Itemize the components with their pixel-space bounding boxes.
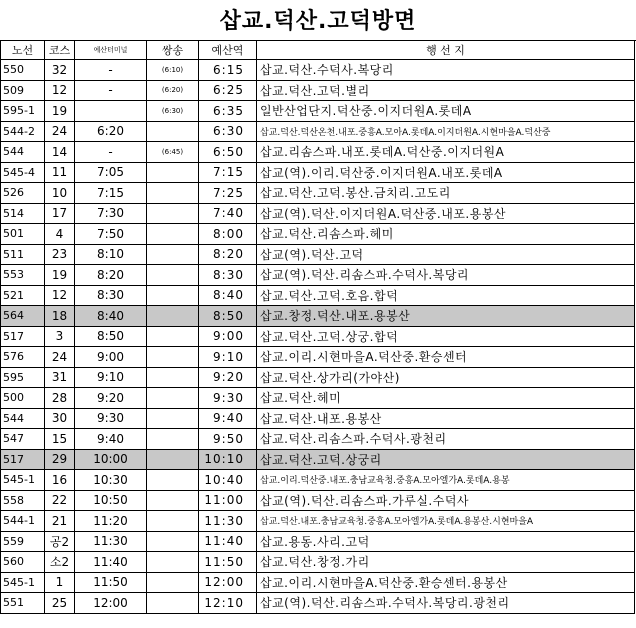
cell-yesan: 11:50 bbox=[199, 552, 257, 573]
cell-course: 32 bbox=[45, 60, 75, 81]
cell-terminal: 7:30 bbox=[75, 203, 147, 224]
cell-route: 545-4 bbox=[1, 162, 45, 183]
header-terminal: 예산터미널 bbox=[75, 41, 147, 60]
cell-yesan: 6:15 bbox=[199, 60, 257, 81]
cell-terminal: 8:20 bbox=[75, 265, 147, 286]
cell-terminal: 7:05 bbox=[75, 162, 147, 183]
table-row bbox=[1, 142, 635, 163]
table-row bbox=[1, 306, 635, 327]
cell-terminal: 9:30 bbox=[75, 408, 147, 429]
cell-yesan: 8:00 bbox=[199, 224, 257, 245]
cell-terminal: - bbox=[75, 142, 147, 163]
cell-ssang bbox=[147, 121, 199, 142]
table-row bbox=[1, 572, 635, 593]
cell-ssang bbox=[147, 183, 199, 204]
table-row bbox=[1, 408, 635, 429]
cell-terminal: 9:40 bbox=[75, 429, 147, 450]
cell-route: 509 bbox=[1, 80, 45, 101]
cell-dest: 삽교(역).덕산.리솜스파.수덕사.복당리.광천리 bbox=[257, 593, 635, 614]
cell-route: 545-1 bbox=[1, 572, 45, 593]
cell-dest: 삽교.덕산.고덕.봉산.금치리.고도리 bbox=[257, 183, 635, 204]
table-row bbox=[1, 244, 635, 265]
cell-route: 553 bbox=[1, 265, 45, 286]
cell-ssang bbox=[147, 490, 199, 511]
table-row bbox=[1, 470, 635, 491]
cell-terminal: 8:10 bbox=[75, 244, 147, 265]
cell-course: 19 bbox=[45, 101, 75, 122]
cell-terminal: 9:00 bbox=[75, 347, 147, 368]
cell-yesan: 11:40 bbox=[199, 531, 257, 552]
cell-course: 1 bbox=[45, 572, 75, 593]
cell-terminal: 8:40 bbox=[75, 306, 147, 327]
cell-course: 18 bbox=[45, 306, 75, 327]
cell-route: 576 bbox=[1, 347, 45, 368]
cell-yesan: 9:40 bbox=[199, 408, 257, 429]
cell-terminal: 6:20 bbox=[75, 121, 147, 142]
cell-route: 500 bbox=[1, 388, 45, 409]
cell-dest: 삽교.덕산.상가리(가야산) bbox=[257, 367, 635, 388]
cell-route: 551 bbox=[1, 593, 45, 614]
cell-ssang bbox=[147, 572, 199, 593]
table-row bbox=[1, 388, 635, 409]
cell-route: 558 bbox=[1, 490, 45, 511]
cell-route: 564 bbox=[1, 306, 45, 327]
cell-course: 24 bbox=[45, 121, 75, 142]
cell-yesan: 7:25 bbox=[199, 183, 257, 204]
cell-terminal: 10:30 bbox=[75, 470, 147, 491]
cell-course: 3 bbox=[45, 326, 75, 347]
cell-ssang bbox=[147, 531, 199, 552]
cell-dest: 삽교(역).이리.덕산중.이지더원A.내포.롯데A bbox=[257, 162, 635, 183]
cell-ssang bbox=[147, 326, 199, 347]
header-row bbox=[1, 41, 635, 60]
cell-course: 11 bbox=[45, 162, 75, 183]
cell-course: 28 bbox=[45, 388, 75, 409]
cell-route: 544 bbox=[1, 142, 45, 163]
cell-course: 공2 bbox=[45, 531, 75, 552]
table-row bbox=[1, 183, 635, 204]
cell-dest: 삽교.이리.덕산중.내포.충남교육청.중흥A.모아엘가A.롯데A.용봉 bbox=[257, 470, 635, 491]
cell-terminal: 9:20 bbox=[75, 388, 147, 409]
cell-yesan: 12:00 bbox=[199, 572, 257, 593]
cell-ssang bbox=[147, 244, 199, 265]
cell-ssang: (6:30) bbox=[147, 101, 199, 122]
cell-route: 517 bbox=[1, 449, 45, 470]
cell-course: 12 bbox=[45, 80, 75, 101]
cell-route: 526 bbox=[1, 183, 45, 204]
cell-yesan: 6:35 bbox=[199, 101, 257, 122]
cell-course: 21 bbox=[45, 511, 75, 532]
table-row bbox=[1, 101, 635, 122]
cell-yesan: 8:20 bbox=[199, 244, 257, 265]
cell-yesan: 6:25 bbox=[199, 80, 257, 101]
header-dest: 행 선 지 bbox=[257, 41, 635, 60]
cell-yesan: 11:00 bbox=[199, 490, 257, 511]
cell-ssang: (6:20) bbox=[147, 80, 199, 101]
cell-dest: 삽교.덕산.내포.용봉산 bbox=[257, 408, 635, 429]
cell-route: 511 bbox=[1, 244, 45, 265]
cell-course: 29 bbox=[45, 449, 75, 470]
cell-yesan: 9:30 bbox=[199, 388, 257, 409]
cell-yesan: 9:50 bbox=[199, 429, 257, 450]
table-row bbox=[1, 60, 635, 81]
cell-course: 22 bbox=[45, 490, 75, 511]
cell-yesan: 12:10 bbox=[199, 593, 257, 614]
cell-dest: 삽교(역).덕산.리솜스파.가루실.수덕사 bbox=[257, 490, 635, 511]
cell-ssang bbox=[147, 470, 199, 491]
header-ssang: 쌍송 bbox=[147, 41, 199, 60]
cell-ssang bbox=[147, 408, 199, 429]
table-row bbox=[1, 162, 635, 183]
cell-route: 544 bbox=[1, 408, 45, 429]
header-course: 코스 bbox=[45, 41, 75, 60]
cell-dest: 삽교.이리.시현마을A.덕산중.환승센터.용봉산 bbox=[257, 572, 635, 593]
cell-ssang bbox=[147, 203, 199, 224]
cell-terminal: 11:50 bbox=[75, 572, 147, 593]
cell-dest: 일반산업단지.덕산중.이지더원A.롯데A bbox=[257, 101, 635, 122]
table-row bbox=[1, 80, 635, 101]
cell-route: 559 bbox=[1, 531, 45, 552]
cell-dest: 삽교.창정.덕산.내포.용봉산 bbox=[257, 306, 635, 327]
cell-yesan: 8:50 bbox=[199, 306, 257, 327]
cell-dest: 삽교(역).덕산.리솜스파.수덕사.복당리 bbox=[257, 265, 635, 286]
cell-ssang bbox=[147, 367, 199, 388]
cell-yesan: 6:50 bbox=[199, 142, 257, 163]
cell-ssang bbox=[147, 429, 199, 450]
cell-terminal bbox=[75, 101, 147, 122]
cell-course: 31 bbox=[45, 367, 75, 388]
cell-course: 14 bbox=[45, 142, 75, 163]
cell-dest: 삽교.덕산.헤미 bbox=[257, 388, 635, 409]
cell-dest: 삽교.덕산.고덕.별리 bbox=[257, 80, 635, 101]
cell-terminal: 11:20 bbox=[75, 511, 147, 532]
cell-dest: 삽교.덕산.고덕.호음.합덕 bbox=[257, 285, 635, 306]
cell-yesan: 9:00 bbox=[199, 326, 257, 347]
cell-route: 501 bbox=[1, 224, 45, 245]
cell-route: 517 bbox=[1, 326, 45, 347]
cell-dest: 삽교.덕산.고덕.상궁.합덕 bbox=[257, 326, 635, 347]
cell-route: 560 bbox=[1, 552, 45, 573]
cell-route: 544-1 bbox=[1, 511, 45, 532]
cell-terminal: 10:00 bbox=[75, 449, 147, 470]
cell-yesan: 8:30 bbox=[199, 265, 257, 286]
cell-terminal: - bbox=[75, 80, 147, 101]
cell-route: 595-1 bbox=[1, 101, 45, 122]
header-yesan: 예산역 bbox=[199, 41, 257, 60]
cell-course: 19 bbox=[45, 265, 75, 286]
cell-route: 545-1 bbox=[1, 470, 45, 491]
cell-dest: 삽교.덕산.내포.충남교육청.중흥A.모아엘가A.롯데A.용봉산.시현마을A bbox=[257, 511, 635, 532]
cell-dest: 삽교.덕산.창정.가리 bbox=[257, 552, 635, 573]
cell-ssang bbox=[147, 511, 199, 532]
cell-course: 25 bbox=[45, 593, 75, 614]
cell-yesan: 7:40 bbox=[199, 203, 257, 224]
cell-ssang bbox=[147, 285, 199, 306]
cell-yesan: 11:30 bbox=[199, 511, 257, 532]
cell-course: 30 bbox=[45, 408, 75, 429]
cell-terminal: 7:50 bbox=[75, 224, 147, 245]
cell-ssang bbox=[147, 552, 199, 573]
cell-ssang bbox=[147, 388, 199, 409]
cell-dest: 삽교.덕산.덕산온천.내포.중흥A.모아A.롯데A.이지더원A.시현마을A.덕산중 bbox=[257, 121, 635, 142]
cell-dest: 삽교.용동.사리.고덕 bbox=[257, 531, 635, 552]
table-row bbox=[1, 121, 635, 142]
table-row bbox=[1, 511, 635, 532]
cell-dest: 삽교(역).덕산.고덕 bbox=[257, 244, 635, 265]
cell-terminal: 11:30 bbox=[75, 531, 147, 552]
cell-course: 12 bbox=[45, 285, 75, 306]
cell-yesan: 10:40 bbox=[199, 470, 257, 491]
cell-course: 17 bbox=[45, 203, 75, 224]
cell-terminal: 9:10 bbox=[75, 367, 147, 388]
cell-route: 595 bbox=[1, 367, 45, 388]
cell-ssang bbox=[147, 593, 199, 614]
cell-dest: 삽교.리솜스파.내포.롯데A.덕산중.이지더원A bbox=[257, 142, 635, 163]
cell-ssang: (6:10) bbox=[147, 60, 199, 81]
cell-ssang bbox=[147, 449, 199, 470]
cell-route: 547 bbox=[1, 429, 45, 450]
cell-course: 10 bbox=[45, 183, 75, 204]
cell-yesan: 8:40 bbox=[199, 285, 257, 306]
cell-course: 15 bbox=[45, 429, 75, 450]
cell-terminal: 8:50 bbox=[75, 326, 147, 347]
header-route: 노선 bbox=[1, 41, 45, 60]
cell-dest: 삽교.덕산.고덕.상궁리 bbox=[257, 449, 635, 470]
table-row bbox=[1, 552, 635, 573]
cell-terminal: 10:50 bbox=[75, 490, 147, 511]
table-row bbox=[1, 347, 635, 368]
cell-ssang bbox=[147, 347, 199, 368]
cell-terminal: - bbox=[75, 60, 147, 81]
cell-dest: 삽교.덕산.리솜스파.헤미 bbox=[257, 224, 635, 245]
cell-ssang bbox=[147, 265, 199, 286]
cell-yesan: 6:30 bbox=[199, 121, 257, 142]
cell-terminal: 12:00 bbox=[75, 593, 147, 614]
cell-dest: 삽교(역).덕산.이지더원A.덕산중.내포.용봉산 bbox=[257, 203, 635, 224]
cell-course: 24 bbox=[45, 347, 75, 368]
table-row bbox=[1, 490, 635, 511]
cell-dest: 삽교.이리.시현마을A.덕산중.환승센터 bbox=[257, 347, 635, 368]
page-title: 삽교.덕산.고덕방면 bbox=[0, 4, 636, 41]
cell-course: 23 bbox=[45, 244, 75, 265]
table-row bbox=[1, 593, 635, 614]
cell-terminal: 8:30 bbox=[75, 285, 147, 306]
table-row bbox=[1, 203, 635, 224]
cell-route: 521 bbox=[1, 285, 45, 306]
cell-dest: 삽교.덕산.수덕사.복당리 bbox=[257, 60, 635, 81]
cell-yesan: 10:10 bbox=[199, 449, 257, 470]
cell-ssang bbox=[147, 162, 199, 183]
table-row bbox=[1, 285, 635, 306]
cell-terminal: 11:40 bbox=[75, 552, 147, 573]
cell-course: 16 bbox=[45, 470, 75, 491]
cell-dest: 삽교.덕산.리솜스파.수덕사.광천리 bbox=[257, 429, 635, 450]
cell-yesan: 9:10 bbox=[199, 347, 257, 368]
cell-course: 4 bbox=[45, 224, 75, 245]
cell-route: 514 bbox=[1, 203, 45, 224]
table-row bbox=[1, 531, 635, 552]
table-row bbox=[1, 265, 635, 286]
cell-yesan: 7:15 bbox=[199, 162, 257, 183]
cell-route: 544-2 bbox=[1, 121, 45, 142]
timetable-body bbox=[1, 60, 635, 614]
table-row bbox=[1, 224, 635, 245]
table-row bbox=[1, 429, 635, 450]
table-row bbox=[1, 449, 635, 470]
cell-ssang: (6:45) bbox=[147, 142, 199, 163]
table-row bbox=[1, 367, 635, 388]
cell-course: 소2 bbox=[45, 552, 75, 573]
table-row bbox=[1, 326, 635, 347]
cell-terminal: 7:15 bbox=[75, 183, 147, 204]
cell-yesan: 9:20 bbox=[199, 367, 257, 388]
cell-ssang bbox=[147, 224, 199, 245]
timetable bbox=[0, 40, 635, 614]
cell-route: 550 bbox=[1, 60, 45, 81]
cell-ssang bbox=[147, 306, 199, 327]
